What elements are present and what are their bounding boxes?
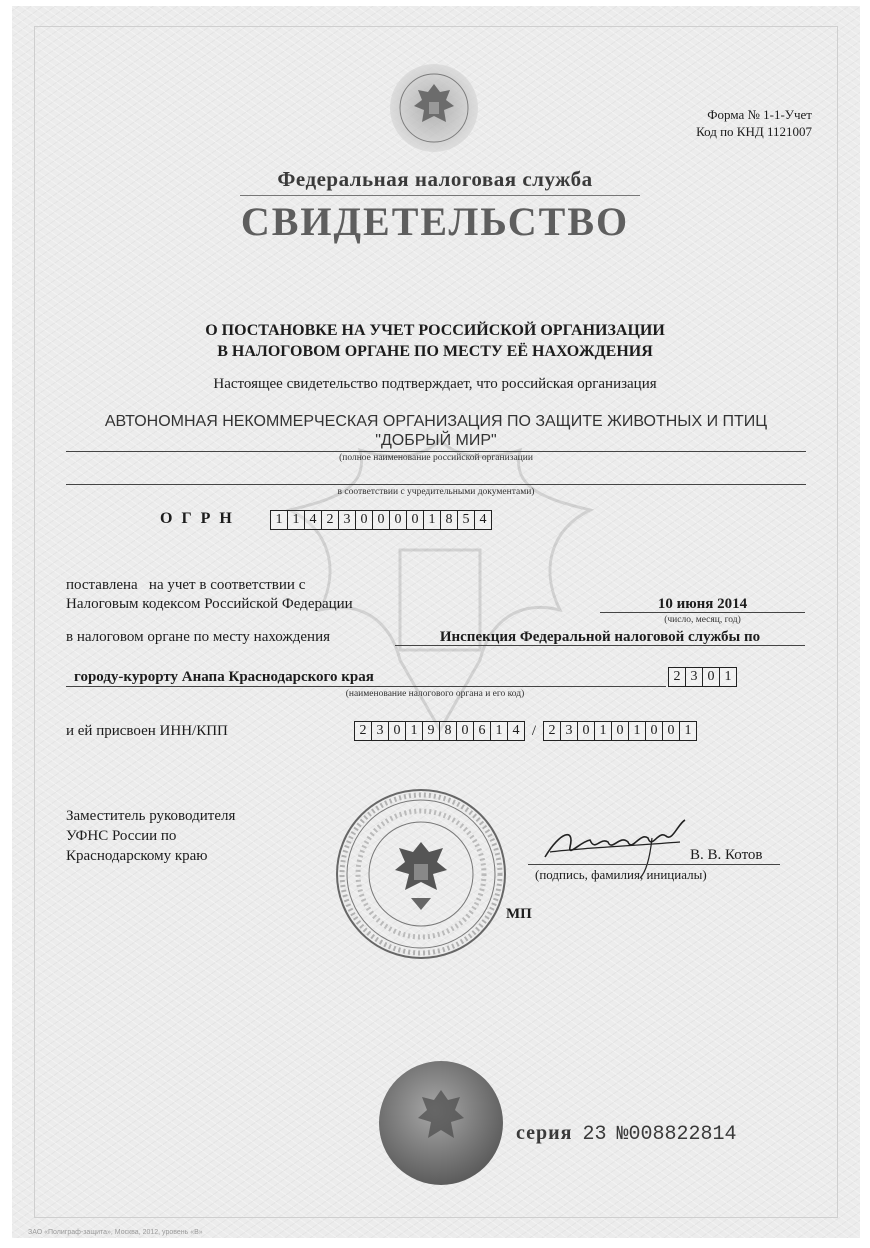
ogrn-digit: 4 xyxy=(304,510,322,530)
subtitle-line-1: О ПОСТАНОВКЕ НА УЧЕТ РОССИЙСКОЙ ОРГАНИЗАЦИИ xyxy=(205,322,665,339)
signatory-name: В. В. Котов xyxy=(690,847,763,863)
form-identifier xyxy=(696,106,812,140)
kpp-digit: 0 xyxy=(577,721,595,741)
signature-line xyxy=(528,864,780,865)
ogrn-digit: 0 xyxy=(406,510,424,530)
authority-code-digit: 3 xyxy=(685,667,703,687)
inn-digit: 4 xyxy=(507,721,525,741)
subtitle-line-2: В НАЛОГОВОМ ОРГАНЕ ПО МЕСТУ ЕЁ НАХОЖДЕНИЯ xyxy=(217,343,653,360)
date-caption: (число, месяц, год) xyxy=(664,615,741,625)
position-line-3: Краснодарскому краю xyxy=(66,848,208,864)
kpp-digit: 0 xyxy=(611,721,629,741)
confirm-text: Настоящее свидетельство подтверждает, что российская организация xyxy=(213,376,657,392)
inn-digit: 8 xyxy=(439,721,457,741)
ogrn-digit: 3 xyxy=(338,510,356,530)
kpp-digit: 0 xyxy=(645,721,663,741)
position-line-2: УФНС России по xyxy=(66,828,177,844)
kpp-digit: 1 xyxy=(594,721,612,741)
authority-code-digit: 0 xyxy=(702,667,720,687)
document-subtitle xyxy=(0,320,870,362)
inn-digit: 1 xyxy=(405,721,423,741)
document-title: СВИДЕТЕЛЬСТВО xyxy=(240,199,630,244)
ogrn-digit: 2 xyxy=(321,510,339,530)
ogrn-digit: 8 xyxy=(440,510,458,530)
authority-line-2: городу-курорту Анапа Краснодарского края xyxy=(74,669,374,685)
stamp-mark: МП xyxy=(506,906,532,922)
kpp-digit: 3 xyxy=(560,721,578,741)
kpp-digit: 1 xyxy=(628,721,646,741)
inn-number xyxy=(354,721,525,741)
registration-text xyxy=(66,576,353,614)
authority-code-digit: 2 xyxy=(668,667,686,687)
ogrn-digit: 0 xyxy=(355,510,373,530)
serial-series: 23 xyxy=(582,1123,607,1146)
inn-digit: 1 xyxy=(490,721,508,741)
serial-num: №008822814 xyxy=(616,1123,737,1146)
ogrn-digit: 4 xyxy=(474,510,492,530)
position-line-1: Заместитель руководителя xyxy=(66,808,236,824)
ogrn-digit: 0 xyxy=(372,510,390,530)
signatory-position xyxy=(66,806,235,866)
organization-name: АВТОНОМНАЯ НЕКОММЕРЧЕСКАЯ ОРГАНИЗАЦИЯ ПО ЗАЩИТЕ ЖИВОТНЫХ И ПТИЦ "ДОБРЫЙ МИР" xyxy=(104,413,768,449)
inn-digit: 6 xyxy=(473,721,491,741)
authority-line-2-rule xyxy=(66,686,666,687)
kpp-digit: 1 xyxy=(679,721,697,741)
authority-label: в налоговом органе по месту нахождения xyxy=(66,629,331,645)
inn-digit: 0 xyxy=(456,721,474,741)
ogrn-number xyxy=(270,510,492,530)
inn-kpp-row xyxy=(354,721,697,741)
inn-digit: 0 xyxy=(388,721,406,741)
inn-digit: 9 xyxy=(422,721,440,741)
ogrn-digit: 0 xyxy=(389,510,407,530)
authority-code-digit: 1 xyxy=(719,667,737,687)
registration-line-1: поставлена на учет в соответствии с xyxy=(66,577,306,593)
serial-label: серия xyxy=(516,1122,573,1144)
signature-caption: (подпись, фамилия, инициалы) xyxy=(535,867,707,882)
authority-line-1-rule xyxy=(395,645,805,646)
date-line xyxy=(600,612,805,613)
authority-caption: (наименование налогового органа и его код) xyxy=(345,689,525,699)
printer-imprint: ЗАО «Полиграф-защита», Москва, 2012, уровень «В» xyxy=(28,1229,203,1236)
inn-kpp-separator: / xyxy=(531,723,537,739)
inn-kpp-label: и ей присвоен ИНН/КПП xyxy=(66,723,228,739)
kpp-digit: 0 xyxy=(662,721,680,741)
ogrn-label: ОГРН xyxy=(160,510,241,527)
serial-number xyxy=(516,1122,737,1146)
kpp-number xyxy=(543,721,697,741)
form-number: Форма № 1-1-Учет xyxy=(707,107,812,122)
registration-line-2: Налоговым кодексом Российской Федерации xyxy=(66,596,353,612)
kpp-digit: 2 xyxy=(543,721,561,741)
org-docs-line xyxy=(66,484,806,485)
authority-code xyxy=(668,667,737,687)
hologram-seal-icon xyxy=(378,1060,504,1186)
inn-digit: 2 xyxy=(354,721,372,741)
ogrn-digit: 5 xyxy=(457,510,475,530)
authority-line-1: Инспекция Федеральной налоговой службы по xyxy=(439,629,761,645)
org-docs-caption: в соответствии с учредительными документами) xyxy=(337,487,535,497)
org-name-caption: (полное наименование российской организации xyxy=(339,453,533,463)
official-seal-icon xyxy=(333,786,509,962)
knd-code: Код по КНД 1121007 xyxy=(696,124,812,139)
ogrn-digit: 1 xyxy=(423,510,441,530)
org-name-line xyxy=(66,451,806,452)
agency-underline xyxy=(240,195,640,196)
ogrn-digit: 1 xyxy=(270,510,288,530)
registration-date: 10 июня 2014 xyxy=(657,596,748,612)
emblem-icon xyxy=(388,62,480,154)
ogrn-digit: 1 xyxy=(287,510,305,530)
inn-digit: 3 xyxy=(371,721,389,741)
agency-name: Федеральная налоговая служба xyxy=(277,167,593,191)
